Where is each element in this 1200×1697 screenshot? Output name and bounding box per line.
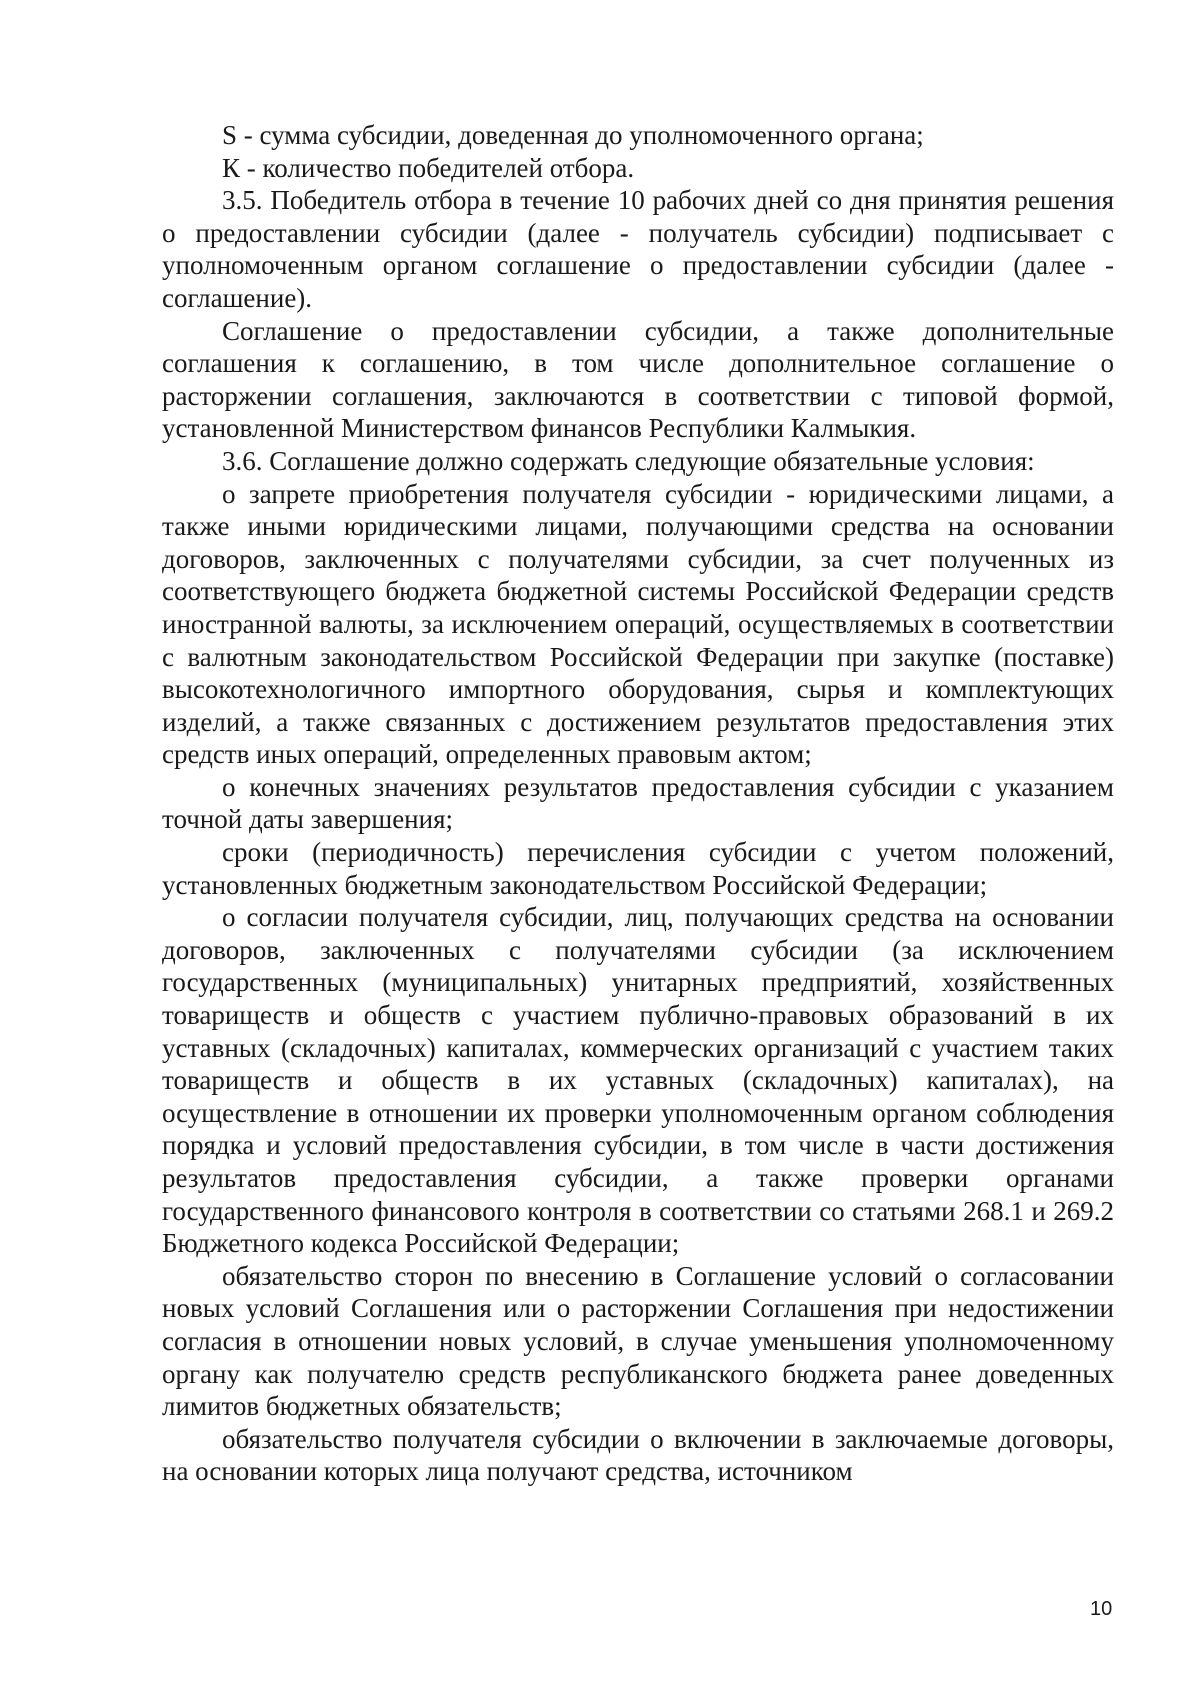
paragraph-subsidy-sum-definition: S - сумма субсидии, доведенная до уполномоченного органа; bbox=[222, 120, 924, 150]
paragraph-final-result-values: о конечных значениях результатов предоставления субсидии с указанием точной даты завершения; bbox=[162, 771, 1114, 835]
paragraph-foreign-currency-ban: о запрете приобретения получателя субсидии - юридическими лицами, а также иными юридическими лицами, получающими средства на основании договоров, заключенных с получателями субсидии, за счет полученных из соответствующего бюджета бюджетной системы Российской Федерации средств иностранной валюты, за исключением операций, осуществляемых в соответствии с валютным законодательством Российской Федерации при закупке (поставке) высокотехнологичного импортного оборудования, сырья и комплектующих изделий, а также связанных с достижением результатов предоставления этих средств иных операций, определенных правовым актом; bbox=[162, 478, 1114, 770]
paragraph-contract-inclusion-obligation: обязательство получателя субсидии о включении в заключаемые договоры, на основании которых лица получают средства, источником bbox=[162, 1423, 1114, 1487]
paragraph-agreement-standard-form: Соглашение о предоставлении субсидии, а также дополнительные соглашения к соглашению, в том числе дополнительное соглашение о расторжении соглашения, заключаются в соответствии с типовой формой, установленной Министерством финансов Республики Калмыкия. bbox=[162, 315, 1114, 444]
paragraph-inspection-consent: о согласии получателя субсидии, лиц, получающих средства на основании договоров, заключенных с получателями субсидии (за исключением государственных (муниципальных) унитарных предприятий, хозяйственных товариществ и обществ с участием публично-правовых образований в их уставных (складочных) капиталах, коммерческих организаций с участием таких товариществ и обществ в их уставных (складочных) капиталах), на осуществление в отношении их проверки уполномоченным органом соблюдения порядка и условий предоставления субсидии, в том числе в части достижения результатов предоставления субсидии, а также проверки органами государственного финансового контроля в соответствии со статьями 268.1 и 269.2 Бюджетного кодекса Российской Федерации; bbox=[162, 902, 1114, 1259]
paragraph-new-conditions-obligation: обязательство сторон по внесению в Соглашение условий о согласовании новых условий Соглашения или о расторжении Соглашения при недостижении согласия в отношении новых условий, в случае уменьшения уполномоченному органу как получателю средств республиканского бюджета ранее доведенных лимитов бюджетных обязательств; bbox=[162, 1260, 1114, 1422]
document-body bbox=[162, 119, 1114, 1488]
paragraph-transfer-schedule: сроки (периодичность) перечисления субсидии с учетом положений, установленных бюджетным законодательством Российской Федерации; bbox=[162, 837, 1114, 900]
paragraph-3-6-mandatory-conditions: 3.6. Соглашение должно содержать следующие обязательные условия: bbox=[222, 445, 1035, 476]
page-number: 10 bbox=[1090, 1598, 1113, 1620]
paragraph-winners-count-definition: К - количество победителей отбора. bbox=[222, 152, 635, 183]
paragraph-3-5-agreement-signing: 3.5. Победитель отбора в течение 10 рабочих дней со дня принятия решения о предоставлении субсидии (далее - получатель субсидии) подписывает с уполномоченным органом соглашение о предоставлении субсидии (далее - соглашение). bbox=[162, 185, 1114, 313]
